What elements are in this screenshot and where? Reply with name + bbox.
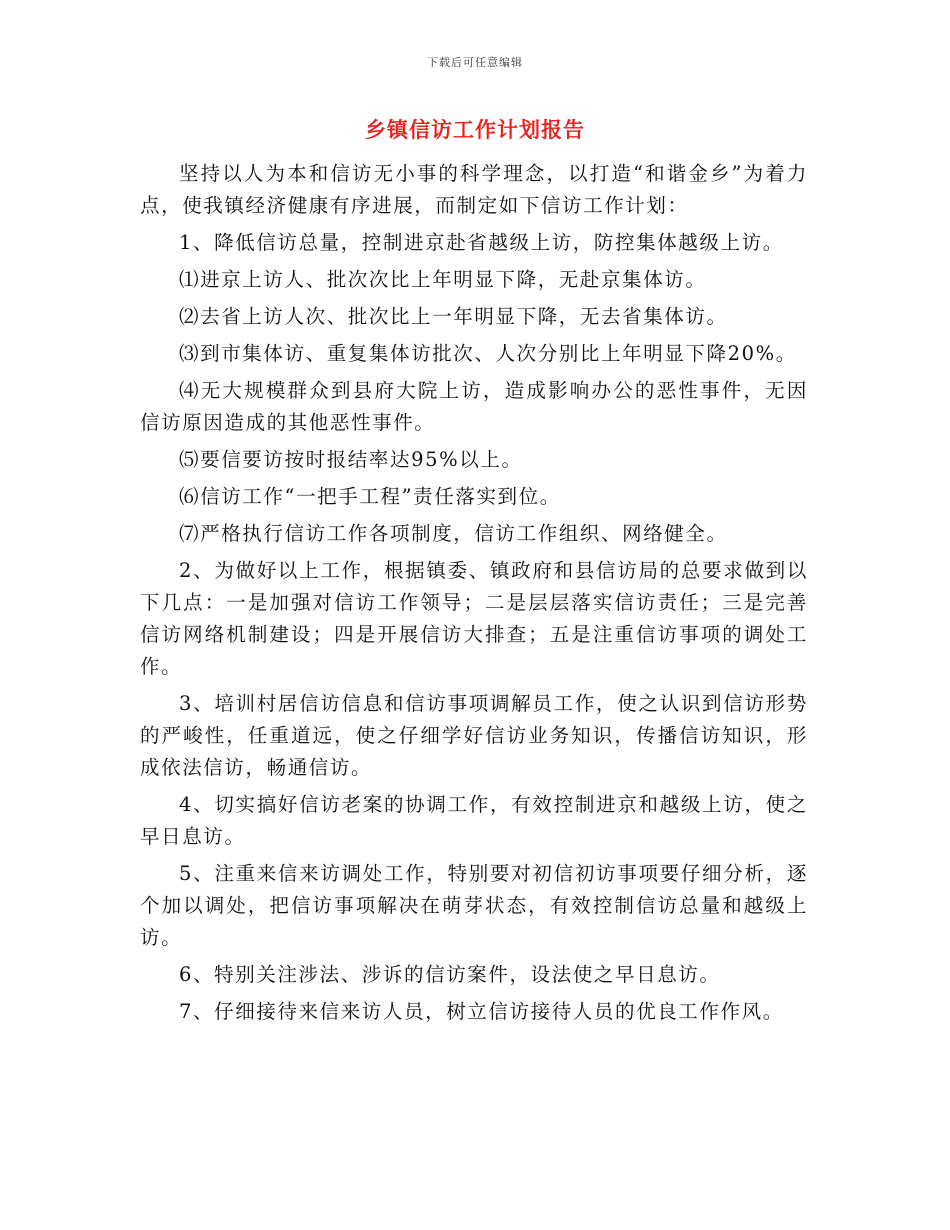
paragraph-item-1: 1、降低信访总量，控制进京赴省越级上访，防控集体越级上访。 [179,231,784,254]
paragraph-subitem-5: ⑸要信要访按时报结率达95%以上。 [179,448,523,471]
paragraph-subitem-1: ⑴进京上访人、批次次比上年明显下降，无赴京集体访。 [179,268,707,291]
paragraph-item-6: 6、特别关注涉法、涉诉的信访案件，设法使之早日息访。 [179,963,721,986]
paragraph-item-5: 5、注重来信来访调处工作，特别要对初信初访事项要仔细分析，逐个加以调处，把信访事项解决在萌芽状态，有效控制信访总量和越级上访。 [140,862,808,949]
paragraph-item-2: 2、为做好以上工作，根据镇委、镇政府和县信访局的总要求做到以下几点：一是加强对信访工作领导；二是层层落实信访责任；三是完善信访网络机制建设；四是开展信访大排查；五是注重信访事项的调处工作。 [140,559,808,678]
paragraph-item-4: 4、切实搞好信访老案的协调工作，有效控制进京和越级上访，使之早日息访。 [140,793,808,848]
paragraph-item-3: 3、培训村居信访信息和信访事项调解员工作，使之认识到信访形势的严峻性，任重道远，使之仔细学好信访业务知识，传播信访知识，形成依法信访，畅通信访。 [140,692,808,779]
paragraph-subitem-7: ⑺严格执行信访工作各项制度，信访工作组织、网络健全。 [179,522,728,545]
document-title: 乡镇信访工作计划报告 [365,117,585,142]
paragraph-intro: 坚持以人为本和信访无小事的科学理念，以打造“和谐金乡”为着力点，使我镇经济健康有序进展，而制定如下信访工作计划： [140,162,808,217]
paragraph-subitem-2: ⑵去省上访人次、批次比上一年明显下降，无去省集体访。 [179,305,728,328]
document-body [140,158,808,1033]
header-note: 下载后可任意编辑 [427,56,523,69]
paragraph-subitem-6: ⑹信访工作“一把手工程”责任落实到位。 [179,485,561,508]
paragraph-item-7: 7、仔细接待来信来访人员，树立信访接待人员的优良工作作风。 [179,1000,784,1023]
paragraph-subitem-4: ⑷无大规模群众到县府大院上访，造成影响办公的恶性事件，无因信访原因造成的其他恶性事件。 [140,379,808,434]
paragraph-subitem-3: ⑶到市集体访、重复集体访批次、人次分别比上年明显下降20%。 [179,342,797,365]
